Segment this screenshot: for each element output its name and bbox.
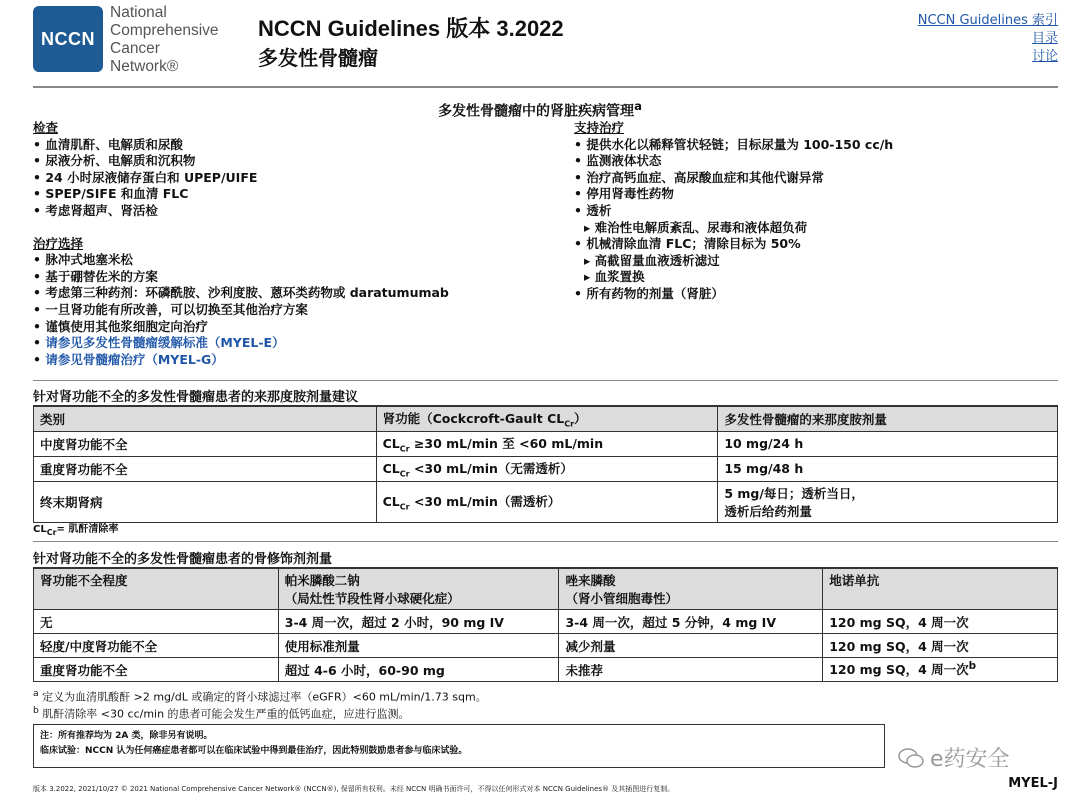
table-cell: 中度肾功能不全 — [34, 431, 377, 456]
table-cell — [376, 456, 718, 481]
table-cell: 120 mg SQ，4 周一次 — [823, 610, 1058, 634]
table-header-cell — [278, 568, 559, 610]
link-toc[interactable]: 目录 — [1031, 31, 1058, 46]
table-header-cell — [559, 568, 823, 610]
header-subtext: （肾小管细胞毒性） — [565, 591, 678, 606]
list-item: • 停用肾毒性药物 — [574, 186, 674, 202]
guideline-subtitle: 多发性骨髓瘤 — [258, 46, 378, 70]
guideline-title: NCCN Guidelines 版本 3.2022 — [258, 16, 564, 41]
table2-title: 针对肾功能不全的多发性骨髓瘤患者的骨修饰剂剂量 — [33, 552, 333, 567]
table-cell: 重度肾功能不全 — [34, 456, 377, 481]
table-cell: 120 mg SQ，4 周一次 — [823, 634, 1058, 658]
watermark — [898, 742, 1010, 773]
table-header-cell: 多发性骨髓瘤的来那度胺剂量 — [718, 406, 1058, 431]
list-item: • 机械清除血清 FLC；清除目标为 50% — [574, 236, 801, 252]
table-cell: 未推荐 — [559, 658, 823, 682]
left-column — [33, 120, 553, 368]
list-item: • 考虑第三种药剂：环磷酰胺、沙利度胺、蒽环类药物或 daratumumab — [33, 285, 449, 301]
table-cell: 减少剂量 — [559, 634, 823, 658]
link-myel-e[interactable]: 请参见多发性骨髓瘤缓解标准（MYEL-E） — [45, 335, 285, 351]
clcr-footnote — [33, 520, 118, 537]
footnote-b — [33, 703, 410, 723]
org-line: Cancer — [110, 40, 160, 57]
cell-text: 5 mg/每日；透析当日， — [724, 485, 864, 501]
supportive-heading: 支持治疗 — [574, 120, 625, 135]
nccn-logo: NCCN — [33, 6, 103, 72]
workup-heading: 检查 — [33, 120, 59, 135]
footnote-marker: b — [33, 705, 39, 716]
top-links — [918, 12, 1058, 66]
list-item: • 血清肌酐、电解质和尿酸 — [33, 136, 183, 152]
table-header-cell: 地诺单抗 — [823, 568, 1058, 610]
link-myel-g[interactable]: 请参见骨髓瘤治疗（MYEL-G） — [45, 351, 224, 367]
table-row — [34, 431, 1058, 456]
list-item: • 治疗高钙血症、高尿酸血症和其他代谢异常 — [574, 169, 824, 185]
table-row — [34, 481, 1058, 522]
note-line: 注：所有推荐均为 2A 类，除非另有说明。 — [40, 731, 213, 741]
org-line: Network® — [110, 58, 179, 75]
table-header-cell: 类别 — [34, 406, 377, 431]
note-line: 临床试验：NCCN 认为任何癌症患者都可以在临床试验中得到最佳治疗，因此特别鼓励患者参与临床试验。 — [40, 746, 468, 756]
table-cell: 15 mg/48 h — [718, 456, 1058, 481]
list-item: • SPEP/SIFE 和血清 FLC — [33, 186, 189, 202]
copyright: 版本 3.2022, 2021/10/27 © 2021 National Comprehensive Cancer Network® (NCCN®), 保留所有权利。未经 NCCN 明确书面许可，不得以任何形式对本 NCCN Guidelines® 及其插图进行复制。 — [33, 785, 675, 793]
list-item: • 透析 — [574, 202, 612, 218]
header-subtext: （局灶性节段性肾小球硬化症） — [284, 591, 460, 606]
table-cell: 重度肾功能不全 — [34, 658, 279, 682]
subscript: Cr — [399, 444, 410, 454]
table-cell: 3-4 周一次，超过 2 小时，90 mg IV — [278, 610, 559, 634]
footnote-text: 定义为血清肌酸酐 >2 mg/dL 或确定的肾小球滤过率（eGFR）<60 mL/min/1.73 sqm。 — [38, 690, 487, 704]
table-cell: 轻度/中度肾功能不全 — [34, 634, 279, 658]
table-header-cell: 肾功能不全程度 — [34, 568, 279, 610]
table1-title: 针对肾功能不全的多发性骨髓瘤患者的来那度胺剂量建议 — [33, 390, 359, 405]
cl-label: CL — [382, 460, 400, 476]
list-item: • 谨慎使用其他浆细胞定向治疗 — [33, 318, 208, 334]
table-header-cell: 肾功能（Cockcroft-Gault $CL_{Cr}$） — [376, 406, 718, 431]
table-cell: 无 — [34, 610, 279, 634]
table-cell: 10 mg/24 h — [718, 431, 1058, 456]
list-item: • 尿液分析、电解质和沉积物 — [33, 153, 196, 169]
table-header-row — [34, 406, 1058, 431]
link-myel-e-row: • 请参见多发性骨髓瘤缓解标准（MYEL-E） — [33, 335, 285, 351]
list-item: • 脉冲式地塞米松 — [33, 252, 133, 268]
table-row — [34, 610, 1058, 634]
wechat-icon — [898, 747, 924, 769]
table-cell: 终末期肾病 — [34, 481, 377, 522]
cell-text: <30 mL/min（无需透析） — [413, 460, 573, 476]
cl-label: CL — [382, 435, 400, 451]
treatment-heading: 治疗选择 — [33, 235, 84, 251]
cell-text: 120 mg SQ，4 周一次 — [829, 662, 969, 678]
table-cell: 3-4 周一次，超过 5 分钟，4 mg IV — [559, 610, 823, 634]
table-row — [34, 634, 1058, 658]
org-name — [110, 4, 219, 76]
org-line: National — [110, 4, 167, 21]
cl-label: CL — [33, 524, 47, 535]
sub-list-item: ▸ 血浆置换 — [584, 269, 645, 285]
table-cell — [376, 431, 718, 456]
link-discussion[interactable]: 讨论 — [1031, 49, 1058, 64]
table-row — [34, 658, 1058, 682]
header-text: 肾功能（Cockcroft-Gault CL — [382, 411, 565, 426]
table-cell: 超过 4-6 小时，60-90 mg — [278, 658, 559, 682]
right-column — [574, 120, 1054, 303]
footnote-marker: b — [968, 660, 977, 673]
table-row — [34, 456, 1058, 481]
cell-text: ≥30 mL/min 至 <60 mL/min — [413, 435, 604, 451]
table-cell — [718, 481, 1058, 522]
table-cell: 使用标准剂量 — [278, 634, 559, 658]
list-item: • 监测液体状态 — [574, 153, 662, 169]
org-line: Comprehensive — [110, 22, 219, 39]
page-id: MYEL-J — [1008, 776, 1058, 791]
header-text: 帕米膦酸二钠 — [284, 573, 360, 588]
watermark-text: e药安全 — [930, 747, 1010, 772]
lenalidomide-table — [33, 405, 1058, 523]
list-item: • 所有药物的剂量（肾脏） — [574, 285, 724, 301]
subscript: Cr — [399, 469, 410, 479]
list-item: • 考虑肾超声、肾活检 — [33, 202, 158, 218]
subscript: Cr — [46, 528, 57, 537]
table2-divider — [33, 541, 1058, 542]
header-text: 唑来膦酸 — [565, 573, 616, 588]
cl-label: CL — [382, 493, 400, 509]
section-title-text: 多发性骨髓瘤中的肾脏疾病管理 — [438, 103, 635, 120]
cell-text: 透析后给药剂量 — [724, 503, 812, 519]
footnote-text: = 肌酐清除率 — [56, 524, 119, 535]
sub-list-item: ▸ 高截留量血液透析滤过 — [584, 252, 720, 268]
list-item: • 提供水化以稀释管状轻链；目标尿量为 100-150 cc/h — [574, 136, 894, 152]
cell-text: <30 mL/min（需透析） — [413, 493, 561, 509]
footnote-text: 肌酐清除率 <30 cc/min 的患者可能会发生严重的低钙血症，应进行监测。 — [38, 707, 410, 721]
footnote-marker: a — [634, 99, 642, 113]
table-cell — [823, 658, 1058, 682]
header-divider — [33, 86, 1058, 88]
table1-divider — [33, 380, 1058, 381]
section-title — [0, 99, 1080, 121]
table-cell — [376, 481, 718, 522]
list-item: • 基于硼替佐米的方案 — [33, 268, 158, 284]
note-box — [33, 724, 885, 768]
list-item: • 24 小时尿液储存蛋白和 UPEP/UIFE — [33, 169, 258, 185]
table-header-row — [34, 568, 1058, 610]
footnote-marker: a — [33, 688, 39, 699]
link-myel-g-row: • 请参见骨髓瘤治疗（MYEL-G） — [33, 351, 224, 367]
subscript: Cr — [564, 419, 575, 429]
link-guidelines-index[interactable]: NCCN Guidelines 索引 — [917, 13, 1058, 28]
bone-modifier-table — [33, 567, 1058, 682]
subscript: Cr — [399, 502, 410, 512]
list-item: • 一旦肾功能有所改善，可以切换至其他治疗方案 — [33, 301, 308, 317]
sub-list-item: ▸ 难治性电解质紊乱、尿毒和液体超负荷 — [584, 219, 808, 235]
